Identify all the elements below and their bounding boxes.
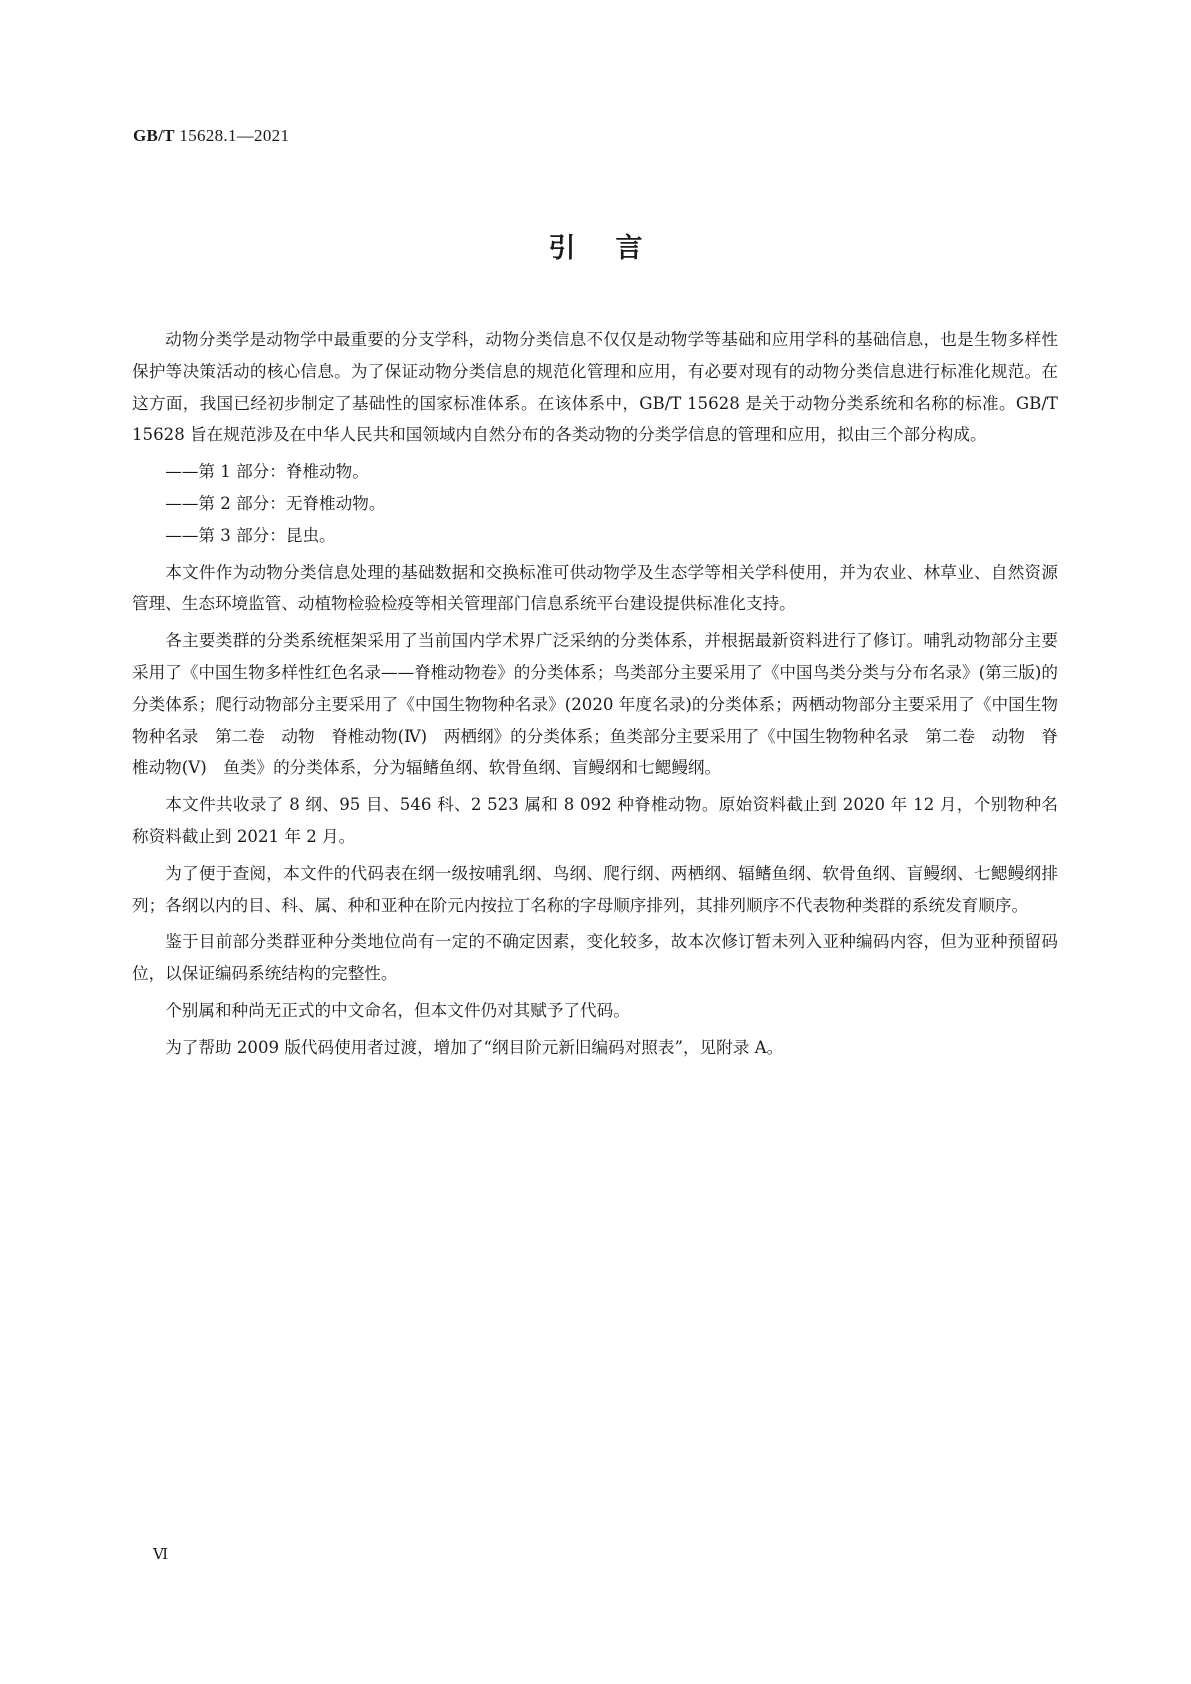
paragraph: 为了帮助 2009 版代码使用者过渡，增加了“纲目阶元新旧编码对照表”，见附录 A。 bbox=[165, 1037, 784, 1057]
standard-code bbox=[133, 126, 289, 146]
paragraph: 各主要类群的分类系统框架采用了当前国内学术界广泛采纳的分类体系，并根据最新资料进行了修订。哺乳动物部分主要采用了《中国生物多样性红色名录——脊椎动物卷》的分类体系；鸟类部分主要采用了《中国鸟类分类与分布名录》(第三版)的分类体系；爬行动物部分主要采用了《中国生物物种名录》(2020 年度名录)的分类体系；两栖动物部分主要采用了《中国生物物种名录 第二卷 动物 脊椎动物(Ⅳ) 两栖纲》的分类体系；鱼类部分主要采用了《中国生物物种名录 第二卷 动物 脊椎动物(Ⅴ) 鱼类》的分类体系，分为辐鳍鱼纲、软骨鱼纲、盲鳗纲和七鳃鳗纲。 bbox=[132, 631, 1058, 778]
paragraph: 鉴于目前部分类群亚种分类地位尚有一定的不确定因素，变化较多，故本次修订暂未列入亚种编码内容，但为亚种预留码位，以保证编码系统结构的完整性。 bbox=[132, 932, 1058, 984]
list-item: ——第 2 部分：无脊椎动物。 bbox=[165, 493, 386, 513]
standard-code-prefix: GB/T bbox=[133, 126, 175, 145]
list-item: ——第 1 部分：脊椎动物。 bbox=[165, 462, 369, 482]
paragraph: 本文件共收录了 8 纲、95 目、546 科、2 523 属和 8 092 种脊椎动物。原始资料截止到 2020 年 12 月，个别物种名称资料截止到 2021 年 2 月。 bbox=[132, 795, 1058, 846]
paragraph: 为了便于查阅，本文件的代码表在纲一级按哺乳纲、鸟纲、爬行纲、两栖纲、辐鳍鱼纲、软骨鱼纲、盲鳗纲、七鳃鳗纲排列；各纲以内的目、科、属、种和亚种在阶元内按拉丁名称的字母顺序排列，其排列顺序不代表物种类群的系统发育顺序。 bbox=[132, 863, 1058, 915]
standard-code-number: 15628.1—2021 bbox=[179, 126, 290, 145]
list-item: ——第 3 部分：昆虫。 bbox=[165, 525, 336, 545]
page-number: Ⅵ bbox=[153, 1547, 169, 1563]
page-title: 引言 bbox=[548, 233, 683, 264]
paragraph: 动物分类学是动物学中最重要的分支学科，动物分类信息不仅仅是动物学等基础和应用学科的基础信息，也是生物多样性保护等决策活动的核心信息。为了保证动物分类信息的规范化管理和应用，有必要对现有的动物分类信息进行标准化规范。在这方面，我国已经初步制定了基础性的国家标准体系。在该体系中，GB/T 15628 是关于动物分类系统和名称的标准。GB/T 15628 旨在规范涉及在中华人民共和国领域内自然分布的各类动物的分类学信息的管理和应用，拟由三个部分构成。 bbox=[132, 330, 1058, 445]
paragraph: 本文件作为动物分类信息处理的基础数据和交换标准可供动物学及生态学等相关学科使用，并为农业、林草业、自然资源管理、生态环境监管、动植物检验检疫等相关管理部门信息系统平台建设提供标准化支持。 bbox=[132, 562, 1058, 614]
introduction-body bbox=[132, 324, 1058, 1069]
paragraph: 个别属和种尚无正式的中文命名，但本文件仍对其赋予了代码。 bbox=[165, 1000, 630, 1020]
